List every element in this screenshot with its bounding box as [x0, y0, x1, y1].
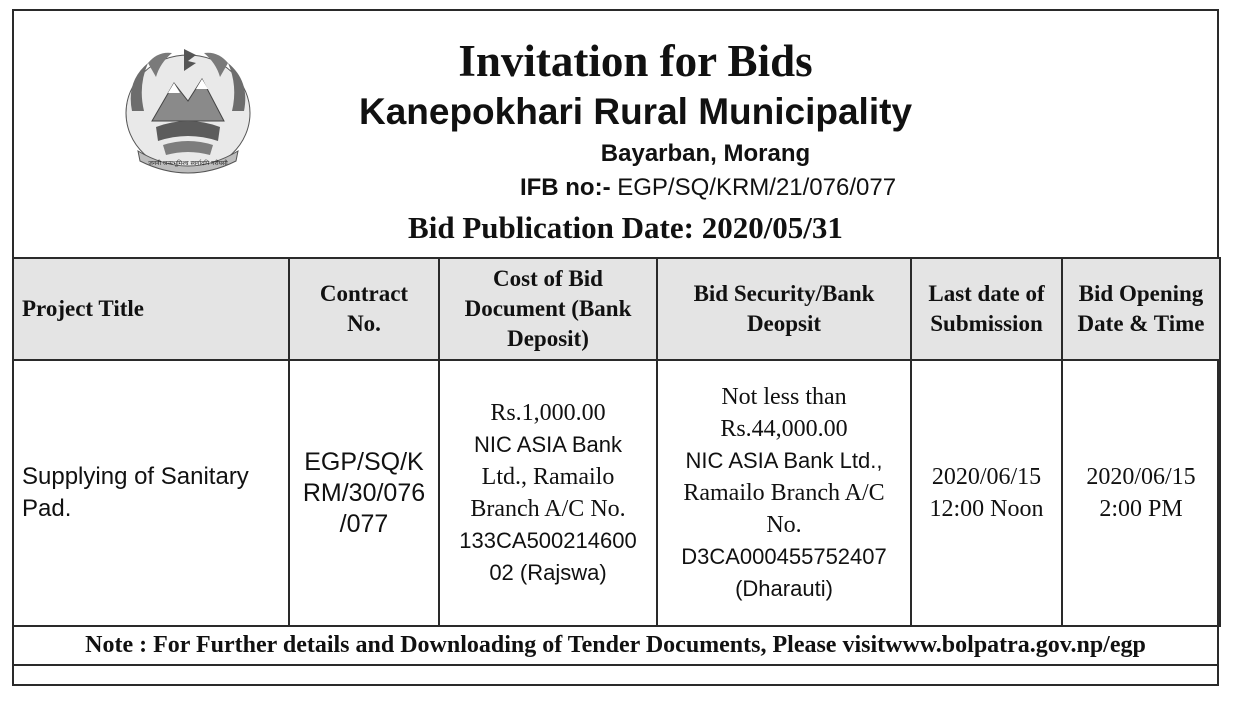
header-line: Submission [930, 311, 1043, 336]
ifb-value: EGP/SQ/KRM/21/076/077 [610, 174, 897, 201]
cell-opening [1062, 360, 1220, 626]
table-row [13, 360, 1220, 626]
header-line: Last date of [928, 281, 1045, 306]
cell-line: Not less than [721, 384, 847, 410]
header-line: Deopsit [746, 311, 822, 336]
header-cost-doc [439, 258, 657, 360]
notice-header [14, 11, 1217, 258]
ifb-label: IFB no:- [519, 174, 611, 201]
notice-frame [12, 9, 1219, 686]
header-contract-no [289, 258, 439, 360]
cell-line: 2:00 PM [1099, 496, 1183, 522]
cell-last-date [911, 360, 1062, 626]
header-line: Deposit) [507, 326, 589, 351]
address: Bayarban, Morang [600, 140, 811, 167]
bids-table [12, 257, 1221, 627]
cell-line: RM/30/076 [302, 478, 426, 507]
cell-line: NIC ASIA Bank Ltd., [685, 448, 883, 473]
header-line: Date & Time [1077, 311, 1205, 336]
cell-security [657, 360, 911, 626]
header-project-title: Project Title [13, 258, 289, 360]
header-line: Cost of Bid [493, 266, 603, 291]
cell-line: 2020/06/15 [1086, 464, 1196, 490]
ifb-number [14, 174, 1217, 202]
cell-line: NIC ASIA Bank [474, 432, 622, 457]
cell-line: 2020/06/15 [931, 464, 1042, 490]
header-line: Bid Opening [1078, 281, 1204, 306]
cell-line: /077 [339, 509, 389, 538]
publication-date: Bid Publication Date: 2020/05/31 [408, 210, 843, 245]
table-header-row [13, 258, 1220, 360]
cell-line: Ramailo Branch A/C [683, 480, 885, 506]
header-last-date [911, 258, 1062, 360]
header-security [657, 258, 911, 360]
cell-line: EGP/SQ/K [304, 447, 424, 476]
municipality-name: Kanepokhari Rural Municipality [358, 91, 913, 132]
cell-project-title [13, 360, 289, 626]
page-title: Invitation for Bids [458, 36, 813, 86]
cell-line: D3CA000455752407 [681, 544, 887, 569]
cell-line: Supplying of Sanitary [22, 463, 249, 490]
header-line: Bid Security/Bank [693, 281, 875, 306]
cell-contract-no [289, 360, 439, 626]
cell-line: 133CA500214600 [459, 528, 637, 553]
cell-line: Ltd., Ramailo [481, 464, 615, 490]
header-line: Contract [319, 281, 409, 306]
cell-line: (Dharauti) [735, 576, 833, 601]
cell-line: Rs.1,000.00 [490, 400, 606, 426]
header-opening [1062, 258, 1220, 360]
emblem-motto: जननी जन्मभूमिश्च स्वर्गादपि गरीयसी [148, 160, 228, 167]
cell-cost-doc [439, 360, 657, 626]
cell-line: Branch A/C No. [470, 496, 626, 522]
cell-line: Rs.44,000.00 [720, 416, 848, 442]
header-line: Document (Bank [464, 296, 632, 321]
cell-line: 02 (Rajswa) [489, 560, 607, 585]
header-line: No. [347, 311, 381, 336]
cell-line: No. [766, 512, 802, 538]
cell-line: 12:00 Noon [929, 496, 1044, 522]
cell-line: Pad. [22, 495, 72, 522]
footer-note: Note : For Further details and Downloading of Tender Documents, Please visitwww.bolpatra.gov.np/egp [14, 628, 1217, 666]
